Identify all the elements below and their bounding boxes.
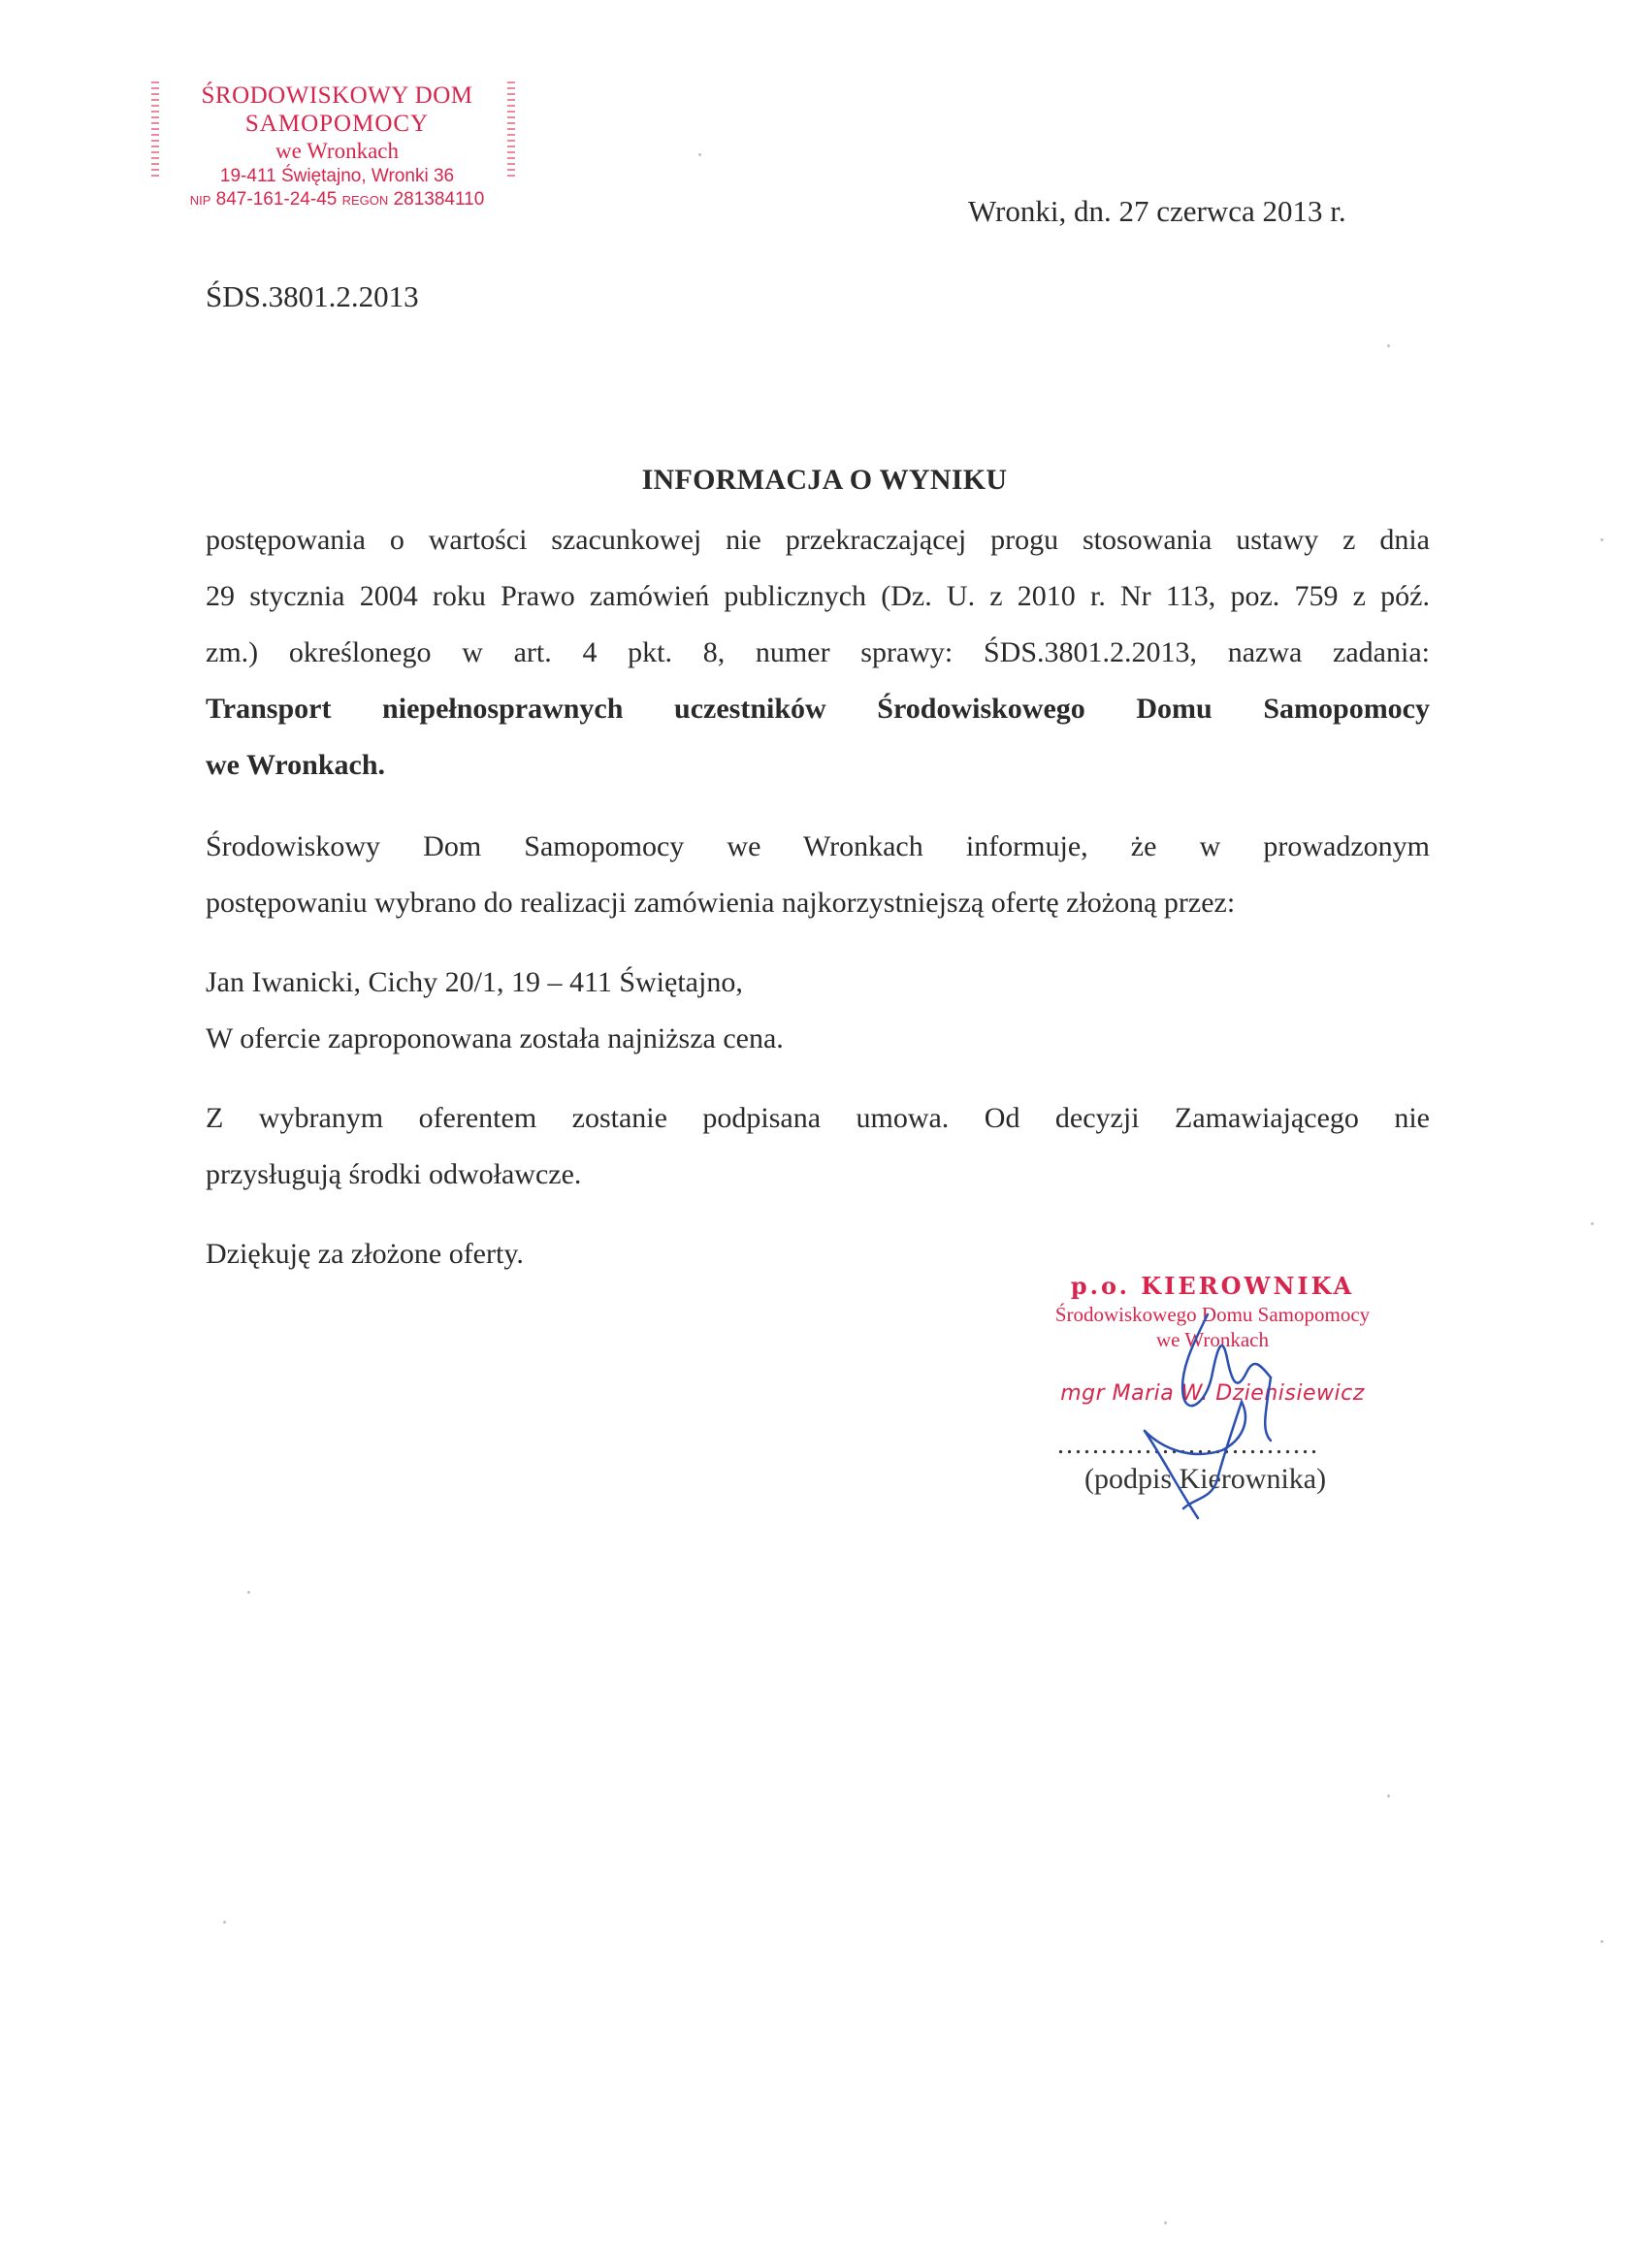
stamp-border-left: [151, 81, 159, 178]
reference-number: ŚDS.3801.2.2013: [206, 279, 419, 313]
scan-speck: [1600, 538, 1603, 541]
scan-speck: [1387, 1795, 1390, 1798]
text-line: postępowania o wartości szacunkowej nie przekraczającej progu stosowania ustawy z dnia: [206, 524, 1430, 556]
regon-label: REGON: [341, 193, 389, 208]
text-line: Środowiskowy Dom Samopomocy we Wronkach informuje, że w prowadzonym: [206, 830, 1430, 862]
stamp-border-right: [507, 81, 515, 178]
scan-speck: [1387, 344, 1390, 347]
stamp-line-3: we Wronkach: [275, 139, 400, 163]
signature-stamp-name: mgr Maria W. Dzienisiewicz: [1060, 1381, 1365, 1406]
signature-stamp-line-3: we Wronkach: [1156, 1328, 1269, 1351]
paragraph-selection: [206, 819, 1430, 931]
scan-speck: [247, 1591, 250, 1594]
signature-stamp-line-2: Środowiskowego Domu Samopomocy: [1054, 1303, 1371, 1326]
text-line: zm.) określonego w art. 4 pkt. 8, numer sprawy: ŚDS.3801.2.2013, nazwa zadania:: [206, 636, 1430, 668]
signature-caption: (podpis Kierownika): [1084, 1463, 1327, 1495]
place-date: Wronki, dn. 27 czerwca 2013 r.: [968, 194, 1346, 228]
text-line: przysługują środki odwoławcze.: [206, 1158, 582, 1190]
task-name-line: Transport niepełnosprawnych uczestników Środowiskowego Domu Samopomocy: [206, 693, 1430, 725]
stamp-ids: [146, 188, 529, 212]
institution-stamp: [146, 76, 529, 221]
signature-line: ..............................: [1057, 1430, 1319, 1460]
task-name-line: we Wronkach.: [206, 749, 386, 781]
text-line: 29 stycznia 2004 roku Prawo zamówień publicznych (Dz. U. z 2010 r. Nr 113, poz. 759 z póź.: [206, 580, 1430, 612]
document-title: INFORMACJA O WYNIKU: [641, 464, 1008, 496]
text-line: Z wybranym oferentem zostanie podpisana umowa. Od decyzji Zamawiającego nie: [206, 1102, 1430, 1134]
winner-info: [206, 955, 1430, 1067]
nip-value: 847-161-24-45: [215, 189, 338, 210]
scan-speck: [223, 1921, 226, 1924]
stamp-address: 19-411 Świętajno, Wronki 36: [219, 166, 455, 186]
scan-speck: [698, 153, 701, 156]
signature-stamp-title: p.o. KIEROWNIKA: [1070, 1272, 1355, 1300]
scan-speck: [1591, 1222, 1594, 1225]
stamp-line-2: SAMOPOMOCY: [244, 111, 430, 137]
handwritten-signature: [1125, 1305, 1310, 1528]
stamp-line-1: ŚRODOWISKOWY DOM: [201, 82, 473, 109]
winner-address: Jan Iwanicki, Cichy 20/1, 19 – 411 Świętajno,: [206, 966, 743, 998]
winner-note: W ofercie zaproponowana została najniższa cena.: [206, 1022, 784, 1054]
paragraph-contract: [206, 1090, 1430, 1203]
nip-label: NIP: [189, 193, 211, 208]
closing-line: Dziękuję za złożone oferty.: [206, 1238, 524, 1270]
paragraph-procedure: [206, 512, 1430, 794]
scan-speck: [1600, 1940, 1603, 1943]
scan-speck: [1164, 2221, 1167, 2224]
text-line: postępowaniu wybrano do realizacji zamówienia najkorzystniejszą ofertę złożoną przez:: [206, 887, 1236, 919]
regon-value: 281384110: [393, 189, 485, 210]
